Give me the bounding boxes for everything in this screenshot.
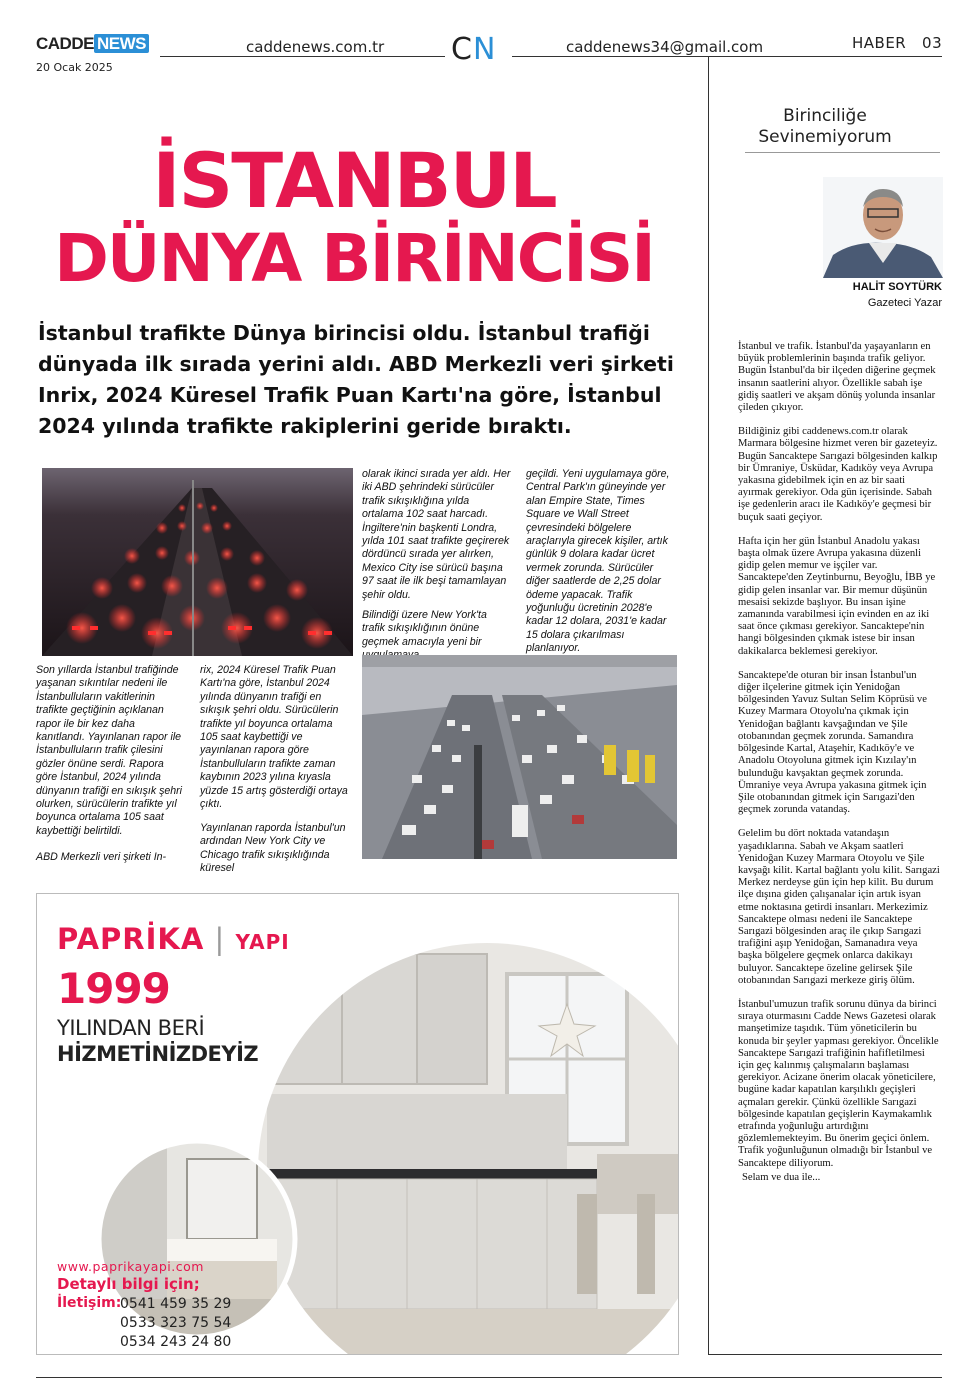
article-col4: geçildi. Yeni uygulamaya göre, Central Park'ın güneyinde yer alan Empire State, Times Square ve Wall Street çevresindeki bölgelere araçlarıyla girecek kişiler, artık günlük 9 dolara kadar ücret vermek zorunda. Sürücüler diğer saatlerde de 2,25 dolar ödeme yapacak. Trafik yoğunluğu ücretinin 2028'e kadar 12 dolara, 2031'e kadar 15 dolara çıkarılması planlanıyor. — [526, 468, 670, 655]
ad-contact-label: İletişim: — [57, 1295, 122, 1311]
contact-email[interactable]: caddenews34@gmail.com — [566, 38, 764, 56]
article-col2-cont: Yayınlanan raporda İstanbul'un ardından New York City ve Chicago trafik sıkışıklığında küresel — [200, 822, 346, 875]
newspaper-logo: CADDE NEWS — [36, 34, 149, 54]
ad-phone[interactable]: 0541 459 35 29 — [120, 1296, 232, 1312]
header-rule-left — [160, 56, 445, 57]
ad-phone[interactable]: 0534 243 24 80 — [120, 1334, 232, 1350]
traffic-photo-night — [42, 468, 353, 656]
header-rule-right — [512, 56, 942, 57]
ad-serving: HİZMETİNİZDEYİZ — [57, 1042, 259, 1066]
issue-date: 20 Ocak 2025 — [36, 61, 113, 74]
ad-since: YILINDAN BERİ — [57, 1016, 205, 1040]
column-paragraph: İstanbul'umuzun trafik sorunu dünya da birinci sıraya oturmasını Cadde News Gazetesi olarak manşetimize taşıdık. Tüm yöneticilerin bu konuda bir şeyler yapması gerekiyor. Öncelikle Sancaktepe Sarıgazi trafiğinin hafifletilmesi için geç kalınmış çalışmaların başlaması gerekiyor. Acizane önerim olacak yöneticilere, bugüne kadar kapatılan karşılıklı geçişleri açmaları gerekir. Çünkü özellikle Sarıgazi bölgesinde kapatılan geçişlerin Kaymakamlık etrafında yoğunluğu artırdığını gözlemlemekteyim. Bu önerim geçici önlem. Trafik yoğunluğunun olmadığı bir İstanbul ve Sancaktepe diliyorum. — [738, 998, 939, 1169]
section-label: HABER 03 — [852, 34, 943, 52]
column-paragraph: Bildiğiniz gibi caddenews.com.tr olarak Marmara bölgesine hizmet veren bir gazeteyiz. Bugün Sancaktepe Sarıgazi bölgesinden kalkıp bir Ümraniye, Üsküdar, Kadıköy veya Avrupa yakasına gidebilmek için en az bir saati ayırmak gerekiyor. Oda gün içerisinde. Sabah işe gedenlerin aracı ile Kadıköy'e geçmesi bir buçuk saati geçiyor. — [738, 426, 938, 523]
footer-rule — [36, 1377, 942, 1378]
article-col2: rix, 2024 Küresel Trafik Puan Kartı'na göre, İstanbul 2024 yılında dünyanın trafiği en sıkışık şehri oldu. Sürücülerin trafikte yıl boyunca ortalama 105 saat kaybettiği ve yayınlanan rapora göre İstanbulluların trafikte zaman kaybının 2023 yılına kıyasla yüzde 15 artış gösterdiği ortaya çıktı. — [200, 664, 348, 811]
article-col3: olarak ikinci sırada yer aldı. Her iki ABD şehrindeki sürücüler trafik sıkışıklığına yılda ortalama 102 saat harcadı. İngiltere'nin başkenti Londra, yılda 101 saat trafikte geçirerek dördüncü sırada yer alırken, Mexico City ise sürücü başına 97 saat ile ilk beşi tamamlayan şehir oldu. — [362, 468, 511, 601]
column-title-rule — [745, 152, 940, 153]
column-divider — [708, 57, 709, 1355]
column-title: Birinciliğe Sevinemiyorum — [758, 106, 892, 147]
lead-paragraph: İstanbul trafikte Dünya birincisi oldu. İstanbul trafiği dünyada ilk sırada yerini aldı. ABD Merkezli veri şirketi Inrix, 2024 Küresel Trafik Puan Kartı'na göre, İstanbul 2024 yılında trafikte rakiplerini geride bıraktı. — [38, 321, 674, 438]
article-col3-cont: Bilindiği üzere New York'ta trafik sıkışıklığının önüne geçmek amacıyla yeni bir — [362, 609, 487, 648]
website-url[interactable]: caddenews.com.tr — [246, 38, 385, 56]
paprika-advertisement[interactable] — [36, 893, 679, 1355]
ad-phone-list — [120, 1295, 231, 1352]
author-name: HALİT SOYTÜRK — [852, 281, 942, 293]
article-col1-cont: ABD Merkezli veri şirketi In- — [36, 851, 167, 863]
ad-brand: PAPRİKA | YAPI — [57, 922, 290, 956]
headline-line1: İSTANBUL — [152, 136, 556, 225]
column-paragraph: Gelelim bu dört noktada vatandaşın yaşadıklarına. Sabah ve Akşam saatleri Yenidoğan Kuzey Marmara Otoyolu ve Şile kavşağı kilit. Kartal bağlantı yolu kilit. Sarıgazi Merkez nerdeyse gün için hep kilit. Bu durum ilçe dışına giden çalışanalar için artık isyan etme noktasına getirdi insanları. Merkezimiz Sancaktepe olması nedeni ile Sancaktepe Sarıgazi bölgesinden araç ile çıkıp Sarıgazi trafiğini aşıp Yenidoğan, Samanadıra veya başka bölgelere geçmek onlarca dakikayı buluyor. Sancaktepe özeline gelirsek Şile otobanından Sarıgazi merkeze giriş ölüm. — [738, 828, 940, 986]
column-paragraph: Hafta için her gün İstanbul Anadolu yakası başta olmak üzere Avrupa yakasına düzenli gidip gelen memur ve işçiler var. Sancaktepe'den Zeytinburnu, Beyoğlu, İBB ye gidip gelen insanlar var. Bir memur düşünün mesaisi sekizde başlıyor. Bu insan işine zamanında varabilmesi için evinden en az iki saat önce çıkması gerekiyor. Sancaktepe'nin hangi bölgesinden çıkmak istese bir insan dakikalarca beklemesi gerekiyor. — [738, 535, 936, 657]
column-bottom-rule — [708, 1354, 942, 1355]
column-paragraph: Sancaktepe'de oturan bir insan İstanbul'un diğer ilçelerine gitmek için Yenidoğan bölgesinden Yavuz Sultan Selim Köprüsü ve Kuzey Marmara Otoyolu'na çıkmak için Yenidoğan bağlantı kavşağından ve Şile otobanından geçmek zorunda. Samandıra bölgesinde Kartal, Ataşehir, Kadıköy'e ve Anadolu Otoyoluna gitmek için Kızılay'ın bulunduğu kavşaktan geçmek zorunda. Ümraniye veya Avrupa yakasına gitmek için Şile otobanından gitmek için Sarıgazi'den geçmek zorunda vatandaş. — [738, 669, 927, 816]
article-col1: Son yıllarda İstanbul trafiğinde yaşanan sıkıntılar nedeni ile İstanbulluların vakitlerinin trafikte geçtiğinin açıklanan rapor ile bir kez daha kanıtlandı. Yayınlanan rapor ile İstanbulluların trafik çilesini gözler önüne serdi. Rapora göre İstanbul, 2024 yılında dünyanın trafiği en sıkışık şehri olurken, sürücülerin trafikte yıl boyunca ortalama 105 saat kaybettiği belirtildi. — [36, 664, 183, 837]
column-signoff: Selam ve dua ile... — [742, 1171, 821, 1183]
ad-phone[interactable]: 0533 323 75 54 — [120, 1315, 232, 1331]
column-body — [738, 341, 940, 1196]
traffic-photo-day — [362, 655, 677, 859]
author-role: Gazeteci Yazar — [867, 297, 942, 309]
author-photo — [823, 177, 943, 278]
column-paragraph: İstanbul ve trafik. İstanbul'da yaşayanların en büyük problemlerinin başında trafik geliyor. Bugün İstanbul'da bir ilçeden diğerine geçmek insanın saatlerini alıyor. Özellikle sabah işe gidiş saatleri ve akşam dönüş yolunda insanlar çileden çıkıyor. — [738, 341, 936, 414]
ad-year: 1999 — [57, 964, 170, 1013]
cn-monogram: CN — [451, 32, 497, 67]
ad-info: Detaylı bilgi için; — [57, 1275, 200, 1293]
page-number: 03 — [922, 34, 943, 52]
headline-line2: DÜNYA BİRİNCİSİ — [54, 220, 654, 297]
ad-website[interactable]: www.paprikayapi.com — [57, 1259, 204, 1274]
